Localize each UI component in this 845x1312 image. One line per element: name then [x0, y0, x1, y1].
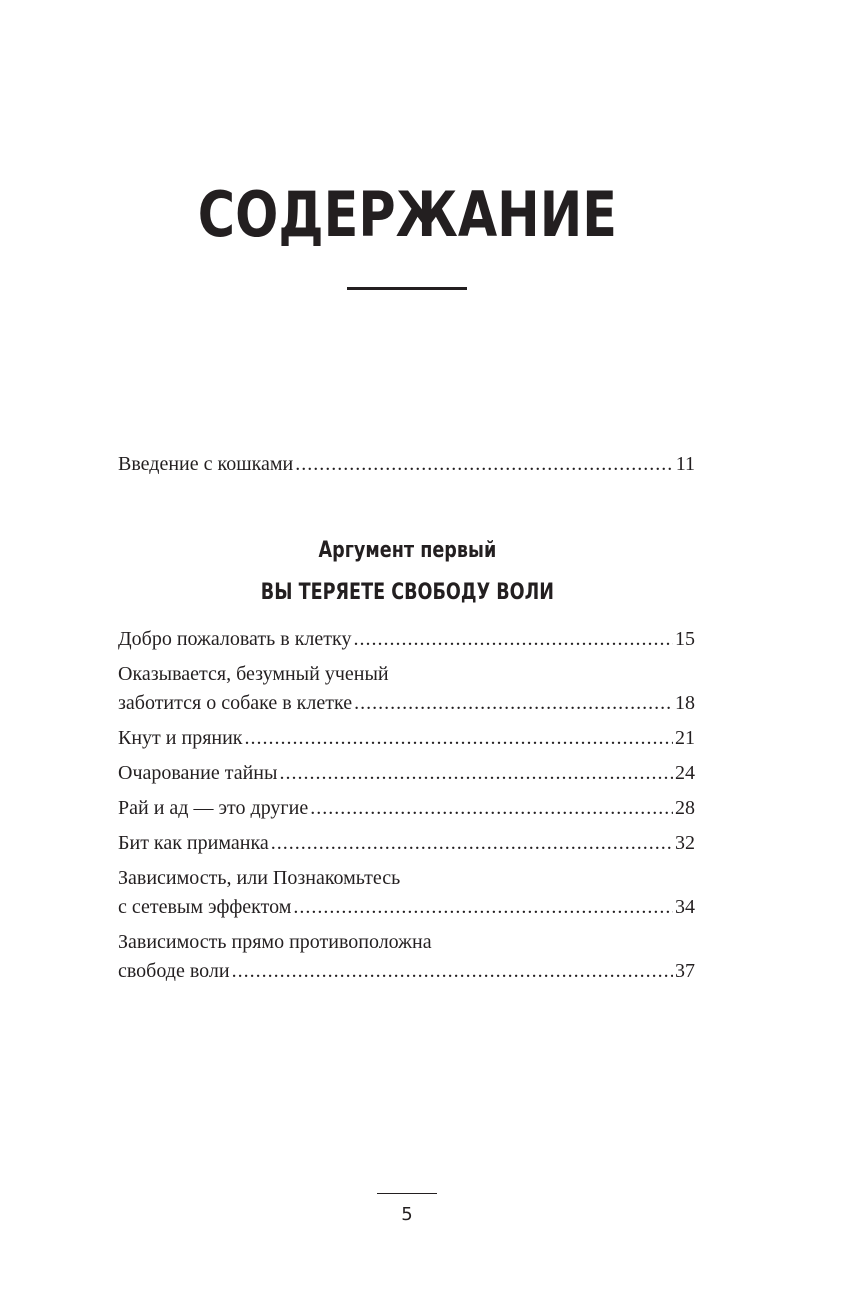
toc-entry[interactable]	[118, 794, 695, 823]
toc-entry-intro[interactable]	[118, 450, 695, 479]
toc-entry[interactable]	[118, 759, 695, 788]
dot-leader	[245, 724, 673, 753]
toc-entry-text: Добро пожаловать в клетку	[118, 628, 352, 650]
toc-entry-page: 21	[675, 727, 695, 749]
toc-entry-text: заботится о собаке в клетке	[118, 692, 353, 714]
part-title: ВЫ ТЕРЯЕТЕ СВОБОДУ ВОЛИ	[260, 580, 554, 605]
toc-part-one	[118, 625, 695, 986]
toc-entry-text: Очарование тайны	[118, 762, 278, 784]
page-title: СОДЕРЖАНИЕ	[197, 178, 618, 251]
toc-entry-text-line1: Зависимость, или Познакомьтесь	[118, 867, 401, 889]
toc-entry[interactable]	[118, 864, 695, 922]
toc-entry[interactable]	[118, 625, 695, 654]
toc-entry[interactable]	[118, 660, 695, 718]
title-underline	[347, 287, 467, 290]
dot-leader	[293, 893, 673, 922]
toc-entry-page: 28	[675, 797, 695, 819]
toc-entry-text: Бит как приманка	[118, 832, 269, 854]
footer-rule	[377, 1193, 437, 1194]
page-number: 5	[401, 1204, 413, 1225]
part-label: Аргумент первый	[318, 538, 497, 563]
toc-intro	[118, 450, 695, 479]
toc-entry-text: свободе воли	[118, 960, 230, 982]
toc-entry-text: Кнут и пряник	[118, 727, 243, 749]
toc-entry-text-line1: Зависимость прямо противоположна	[118, 931, 432, 953]
dot-leader	[310, 794, 673, 823]
toc-entry-page: 11	[675, 453, 695, 475]
dot-leader	[354, 689, 673, 718]
toc-entry[interactable]	[118, 928, 695, 986]
toc-entry-page: 34	[675, 896, 695, 918]
dot-leader	[232, 957, 673, 986]
dot-leader	[271, 829, 673, 858]
dot-leader	[353, 625, 673, 654]
toc-entry-text: Рай и ад — это другие	[118, 797, 309, 819]
toc-entry-page: 37	[675, 960, 695, 982]
toc-entry-page: 32	[675, 832, 695, 854]
dot-leader	[279, 759, 673, 788]
dot-leader	[295, 450, 673, 479]
toc-entry[interactable]	[118, 829, 695, 858]
toc-entry-text-line1: Оказывается, безумный ученый	[118, 663, 389, 685]
toc-entry-page: 24	[675, 762, 695, 784]
toc-entry-page: 15	[675, 628, 695, 650]
toc-entry-text: с сетевым эффектом	[118, 896, 292, 918]
toc-entry-text: Введение с кошками	[118, 453, 294, 475]
toc-entry-page: 18	[675, 692, 695, 714]
toc-entry[interactable]	[118, 724, 695, 753]
